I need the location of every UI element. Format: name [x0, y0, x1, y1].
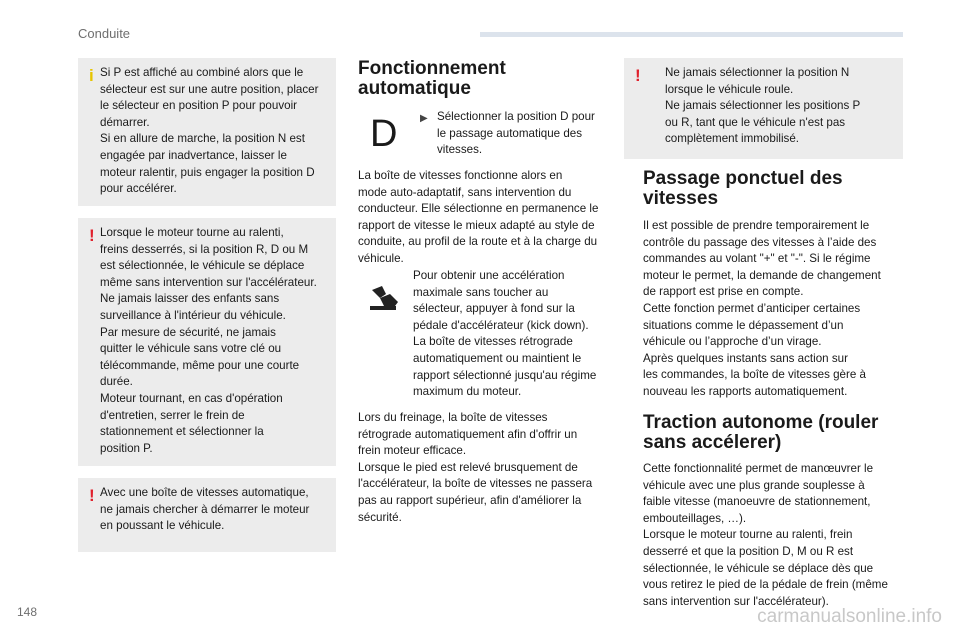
paragraph: Il est possible de prendre temporairement le contrôle du passage des vitesses à l’aide des commandes au volant "+" et "-". Si le régime moteur le permet, la demande de changement de rapport est prise en compte. Cette fonction permet d’anticiper certaines situations comme le dépassement d’un véhicule ou l’approche d’un virage. Après quelques instants sans action sur les commandes, la boîte de vitesses gère à nouveau les rapports automatiquement.	[643, 219, 881, 398]
bullet-arrow-icon: ▶	[420, 113, 428, 124]
warning-box	[78, 478, 336, 552]
paragraph: La boîte de vitesses fonctionne alors en mode auto-adaptatif, sans intervention du conducteur. Elle sélectionne en permanence le rapport de vitesse le mieux adapté au style de conduite, au profil de la route et à la charge du véhicule.	[358, 169, 599, 265]
warning-icon: !	[635, 66, 641, 85]
paragraph: Lors du freinage, la boîte de vitesses rétrograde automatiquement afin d'offrir un frein moteur efficace. Lorsque le pied est relevé brusquement de l'accélérateur, la boîte de vitesses ne passera pas au rapport supérieur, afin d'améliorer la sécurité.	[358, 411, 593, 524]
header-bar	[480, 32, 903, 37]
step-text: Sélectionner la position D pour le passage automatique des vitesses.	[437, 110, 595, 157]
gear-d-symbol: D	[370, 113, 398, 155]
info-icon: i	[89, 66, 94, 85]
warning-box-text: Lorsque le moteur tourne au ralenti, freins desserrés, si la position R, D ou M est sélectionnée, le véhicule se déplace même sans intervention sur l'accélérateur. Ne jamais laisser des enfants sans surveillance à l'intérieur du véhicule. Par mesure de sécurité, ne jamais quitter le véhicule sans votre clé ou télécommande, même pour une courte durée. Moteur tournant, en cas d'opération d'entretien, serrer le frein de stationnement et sélectionner la position P.	[100, 226, 317, 455]
warning-box-text: Ne jamais sélectionner la position N lorsque le véhicule roule. Ne jamais sélectionner les positions P ou R, tant que le véhicule n'est pas complètement immobilisé.	[665, 66, 861, 146]
paragraph: Cette fonctionnalité permet de manœuvrer le véhicule avec une plus grande souplesse à faible vitesse (manoeuvre de stationnement, embouteillages, …). Lorsque le moteur tourne au ralenti, frein desserré et que la position D, M ou R est sélectionnée, le véhicule se déplace dès que vous retirez le pied de la pédale de frein (même sans intervention sur l'accélérateur).	[643, 462, 888, 608]
warning-box	[78, 218, 336, 466]
heading-traction-autonome: Traction autonome (rouler sans accélerer)	[643, 412, 879, 453]
foot-pedal-icon	[368, 284, 402, 314]
warning-icon: !	[89, 226, 95, 245]
section-title: Conduite	[78, 26, 131, 41]
warning-box-text: Avec une boîte de vitesses automatique, ne jamais chercher à démarrer le moteur en poussant le véhicule.	[100, 486, 310, 533]
page-number: 148	[17, 605, 38, 619]
info-box-text: Si P est affiché au combiné alors que le sélecteur est sur une autre position, placer le sélecteur en position P pour pouvoir démarrer. Si en allure de marche, la position N est engagée par inadvertance, laisser le moteur ralentir, puis engager la position D pour accélérer.	[100, 66, 319, 196]
kickdown-text: Pour obtenir une accélération maximale sans toucher au sélecteur, appuyer à fond sur la pédale d'accélérateur (kick down). La boîte de vitesses rétrograde automatiquement ou maintient le rapport sélectionné jusqu'au régime maximum du moteur.	[413, 269, 597, 399]
watermark: carmanualsonline.info	[757, 606, 942, 627]
info-box	[78, 58, 336, 206]
warning-box	[624, 58, 903, 159]
heading-passage-ponctuel: Passage ponctuel des vitesses	[643, 168, 843, 209]
heading-fonctionnement: Fonctionnement automatique	[358, 58, 506, 99]
warning-icon: !	[89, 486, 95, 505]
